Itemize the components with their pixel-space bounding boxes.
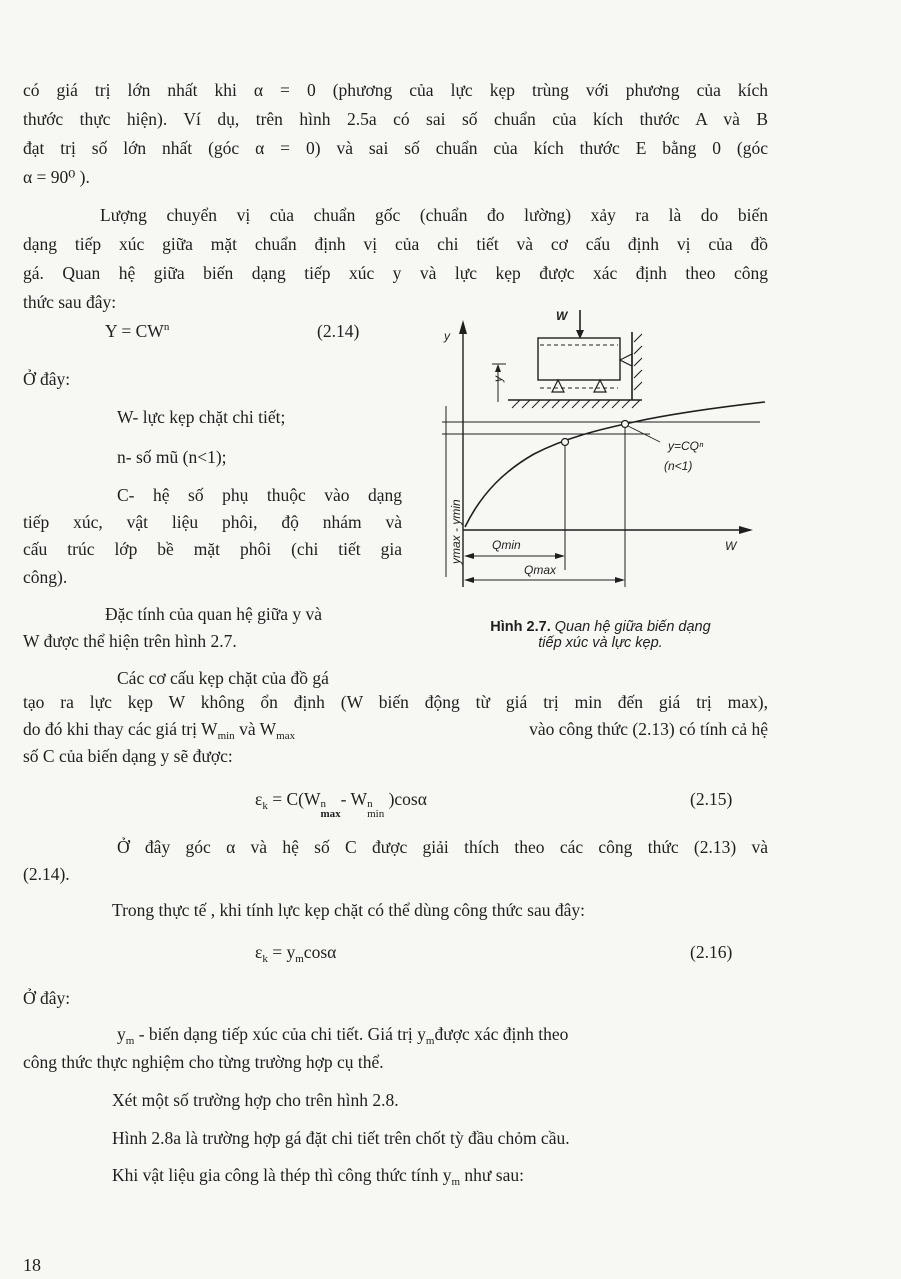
curve-condition: (n<1) [664, 459, 693, 473]
page-number: 18 [23, 1255, 41, 1275]
x-axis-arrow [739, 526, 753, 534]
caption-number: Hình 2.7. [490, 619, 551, 635]
support-right [594, 380, 606, 392]
workpiece [538, 338, 620, 380]
dimension-qmax-arrow-left [464, 577, 474, 583]
text-segment: vào công thức (2.13) có tính cả hệ [529, 719, 768, 739]
caption-title: Quan hệ giữa biến dạng [550, 619, 711, 635]
dimension-qmin-arrow-left [464, 553, 474, 559]
x-axis-label: W [725, 539, 737, 553]
dimension-qmin-arrow-right [555, 553, 565, 559]
text-line: gá. Quan hệ giữa biến dạng tiếp xúc y và lực kẹp được xác định theo công [23, 263, 768, 283]
y-cwn-curve [465, 402, 765, 527]
equation-2-15: $\varepsilon_k = C(W$ n max - W n min )cosα [255, 789, 427, 820]
text-line: dạng tiếp xúc giữa mặt chuẩn định vị của chi tiết và cơ cấu định vị của đồ [23, 234, 768, 254]
text-line: tạo ra lực kẹp W không ổn định (W biến động từ giá trị min đến giá trị max), [23, 692, 768, 712]
text-line [117, 1022, 768, 1053]
text-line: n- số mũ (n<1); [117, 447, 227, 467]
text-line: thước thực hiện). Ví dụ, trên hình 2.5a có sai số chuẩn của kích thước A và B [23, 109, 768, 129]
equation-2-16: $\varepsilon_k = y_m\cos\alpha$ [255, 942, 337, 965]
displacement-label: y [491, 376, 505, 382]
text-line: (2.14). [23, 864, 70, 884]
text-line: công). [23, 567, 68, 587]
text-line: đạt trị số lớn nhất (góc α = 0) và sai số chuẩn của kích thước E bằng 0 (góc [23, 138, 768, 158]
text-line: Khi vật liệu gia công là thép thì công thức tính $y_m$ như sau: [112, 1165, 524, 1188]
equation-2-14 [105, 321, 169, 342]
text-line: Xét một số trường hợp cho trên hình 2.8. [112, 1090, 399, 1110]
figure-2-7 [420, 302, 775, 602]
text-line: C- hệ số phụ thuộc vào dạng [117, 485, 402, 505]
text-line: W được thể hiện trên hình 2.7. [23, 631, 237, 651]
text-line: Các cơ cấu kẹp chặt của đồ gá [117, 668, 329, 688]
text-line: Đặc tính của quan hệ giữa y và [105, 604, 322, 624]
y-axis-label: y [444, 329, 450, 343]
text-line: tiếp xúc, vật liệu phôi, độ nhám và [23, 512, 402, 532]
text-line: Lượng chuyển vị của chuẩn gốc (chuẩn đo lường) xảy ra là do biến [100, 205, 768, 225]
figure-caption [428, 619, 773, 651]
text-segment: do đó khi thay các giá trị $W_{min}$ và $W_{max}$ [23, 719, 296, 742]
point-wmax [622, 421, 629, 428]
text-line: Trong thực tế , khi tính lực kẹp chặt có thể dùng công thức sau đây: [112, 900, 585, 920]
text-line: cấu trúc lớp bề mặt phôi (chi tiết gia [23, 539, 402, 559]
y-axis-arrow [459, 320, 467, 334]
text-line: có giá trị lớn nhất khi α = 0 (phương của lực kẹp trùng với phương của kích [23, 80, 768, 100]
dimension-qmax-arrow-right [615, 577, 625, 583]
curve-formula: y=CQⁿ [668, 439, 704, 453]
text-line: α = 90⁰ ). [23, 167, 90, 187]
text-line: số C của biến dạng y sẽ được: [23, 746, 233, 766]
text-segment: $y_m$ - biến dạng tiếp xúc của chi tiết. Giá trị $y_mđược$ xác định theo [117, 1024, 569, 1047]
dimension-vertical-label: ymax - ymin [449, 499, 463, 564]
equation-lhs: Y = CW [105, 321, 164, 341]
displacement-arrow [495, 364, 501, 372]
text-line: W- lực kẹp chặt chi tiết; [117, 407, 286, 427]
text-line: Ở đây góc α và hệ số C được giải thích theo các công thức (2.13) và [117, 837, 768, 857]
point-wmin [562, 439, 569, 446]
equation-exponent: n [163, 321, 170, 333]
text-line: Ở đây: [23, 369, 71, 389]
text-line: thức sau đây: [23, 292, 117, 312]
equation-number: (2.15) [690, 789, 733, 809]
equation-number: (2.16) [690, 942, 733, 962]
equation-number: (2.14) [317, 321, 360, 341]
support-left [552, 380, 564, 392]
qmin-label: Qmin [492, 538, 521, 552]
force-label: W [556, 309, 568, 323]
qmax-label: Qmax [524, 563, 557, 577]
text-line: Hình 2.8a là trường hợp gá đặt chi tiết trên chốt tỳ đầu chỏm cầu. [112, 1128, 570, 1148]
text-line: Ở đây: [23, 988, 71, 1008]
caption-title-line2: tiếp xúc và lực kẹp. [538, 635, 663, 651]
support-side [620, 354, 632, 366]
text-line: công thức thực nghiệm cho từng trường hợp cụ thể. [23, 1052, 384, 1072]
